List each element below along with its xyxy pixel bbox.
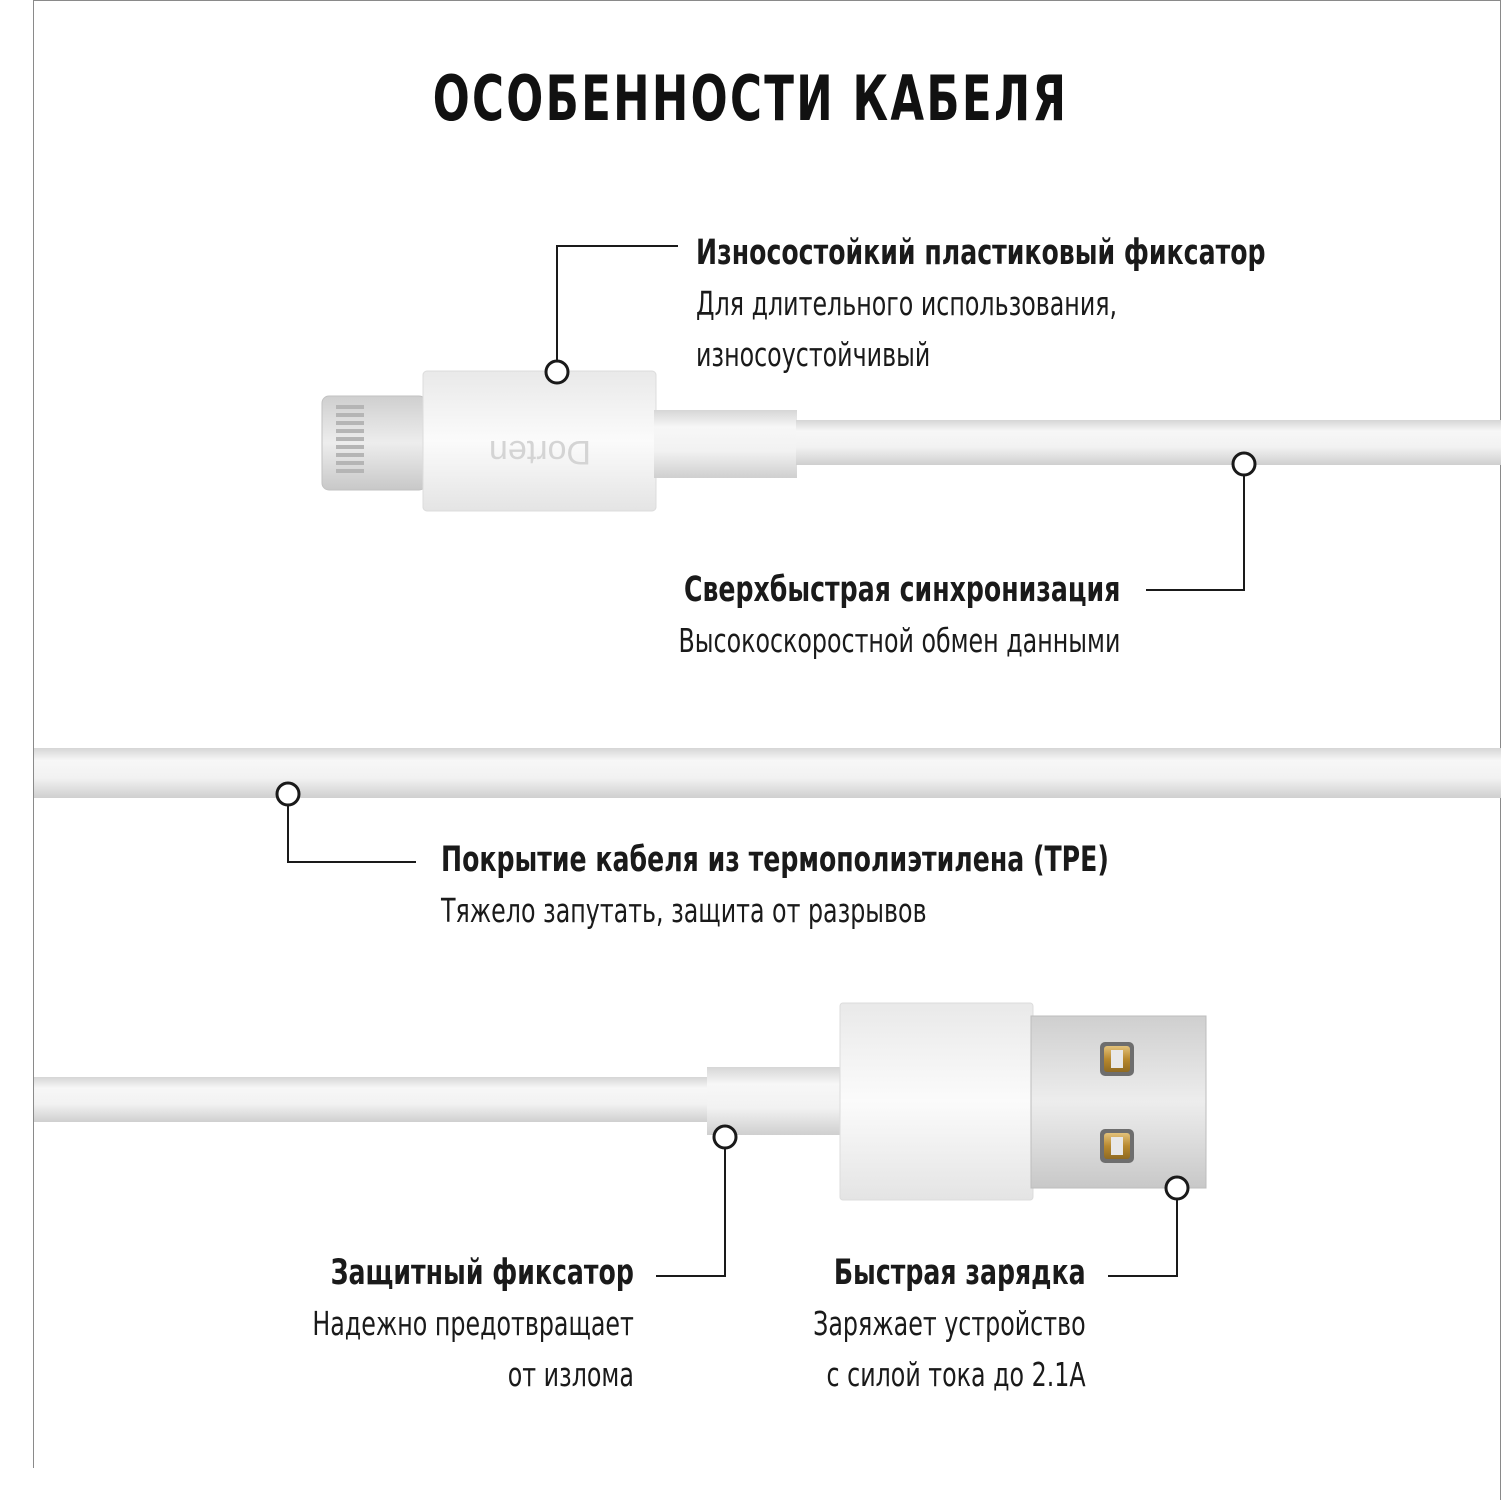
callout-protective-fixator <box>232 1248 634 1400</box>
leader-line-tpe <box>288 806 416 862</box>
callout-text-line: Для длительного использования, <box>696 284 1118 323</box>
lightning-connector <box>322 371 1501 511</box>
marker-dot-protective-fixator <box>714 1126 736 1148</box>
callout-text-line: с силой тока до 2.1А <box>826 1355 1086 1394</box>
callout-sync <box>568 565 1120 666</box>
marker-dot-sync <box>1233 453 1255 475</box>
callout-text-line: износоустойчивый <box>696 335 931 374</box>
cable-middle-segment <box>34 748 1501 798</box>
marker-dot-plastic-fixator <box>546 361 568 383</box>
callout-heading: Покрытие кабеля из термополиэтилена (TPE) <box>441 840 1109 880</box>
callout-fast-charge <box>745 1248 1086 1400</box>
callout-heading: Сверхбыстрая синхронизация <box>683 570 1120 610</box>
callout-text-line: Высокоскоростной обмен данными <box>678 621 1120 660</box>
callout-plastic-fixator <box>696 228 1408 380</box>
brand-logo-text: Dorten <box>488 433 592 471</box>
callout-tpe <box>441 835 1276 936</box>
callout-heading: Быстрая зарядка <box>834 1253 1086 1293</box>
usb-connector <box>34 1003 1206 1200</box>
leader-line-sync <box>1146 476 1244 590</box>
marker-dot-tpe <box>277 783 299 805</box>
leader-line-plastic-fixator <box>557 246 678 360</box>
callout-text-line: Надежно предотвращает <box>312 1304 634 1343</box>
callout-text-line: Заряжает устройство <box>813 1304 1086 1343</box>
leader-line-fast-charge <box>1108 1200 1177 1276</box>
marker-dot-fast-charge <box>1166 1177 1188 1199</box>
callout-heading: Защитный фиксатор <box>330 1253 634 1293</box>
page-title: ОСОБЕННОСТИ КАБЕЛЯ <box>432 62 1069 135</box>
callout-heading: Износостойкий пластиковый фиксатор <box>696 233 1266 273</box>
callout-text-line: Тяжело запутать, защита от разрывов <box>441 891 927 930</box>
leader-line-protective-fixator <box>656 1149 725 1276</box>
callout-text-line: от излома <box>507 1355 634 1394</box>
